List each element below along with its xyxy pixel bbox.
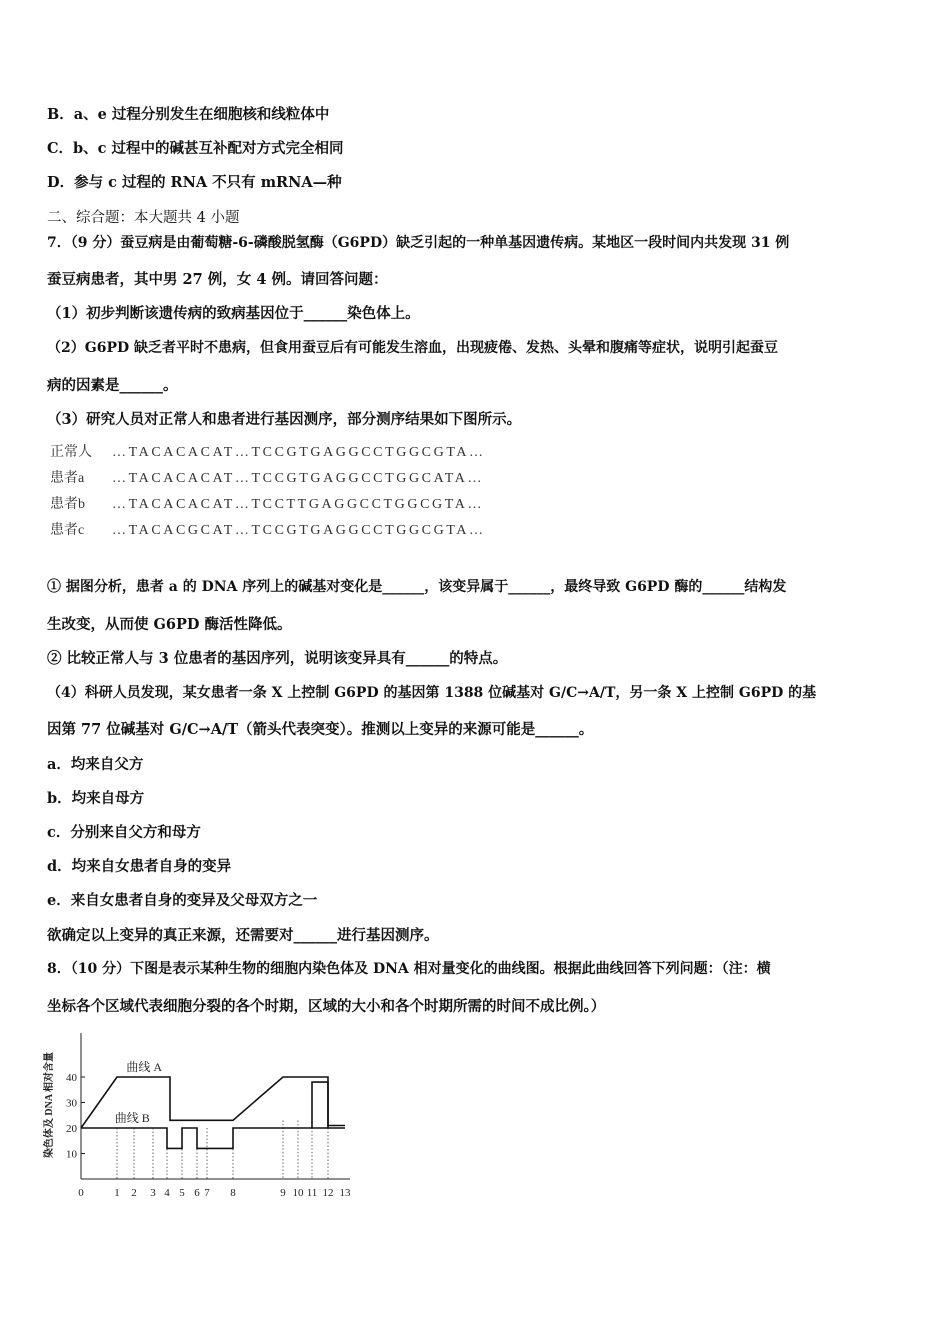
- y-tick-label: 10: [66, 1148, 77, 1161]
- x-tick-label: 12: [322, 1187, 334, 1199]
- x-tick-label: 3: [150, 1187, 156, 1199]
- x-tick-label: 2: [131, 1187, 137, 1199]
- q7-final: 欲确定以上变异的真正来源，还需要对______进行基因测序。: [47, 927, 439, 944]
- x-tick-label: 13: [339, 1187, 351, 1199]
- y-tick-label: 40: [66, 1072, 77, 1084]
- q7-sub1-line1: ① 据图分析，患者 a 的 DNA 序列上的碱基对变化是______，该变异属于______，最终导致 G6PD 酶的______结构发: [47, 579, 787, 595]
- y-axis-label: 染色体及 DNA 相对含量: [44, 1051, 55, 1159]
- q6-option-d: D．参与 c 过程的 RNA 不只有 mRNA—种: [47, 174, 342, 191]
- x-tick-label: 6: [194, 1187, 200, 1199]
- sequence-label: 患者c: [50, 523, 85, 538]
- q8-line2: 坐标各个区域代表细胞分裂的各个时期，区域的大小和各个时期所需的时间不成比例。）: [47, 998, 606, 1015]
- sequence-row-normal: [50, 441, 486, 461]
- q7-option-d: d．均来自女患者自身的变异: [47, 858, 232, 875]
- q7-sub2: ② 比较正常人与 3 位患者的基因序列，说明该变异具有______的特点。: [47, 650, 508, 667]
- x-tick-label: 11: [306, 1187, 318, 1199]
- q7-part2-line1: （2）G6PD 缺乏者平时不患病，但食用蚕豆后有可能发生溶血，出现疲倦、发热、头晕和腹痛等症状，说明引起蚕豆: [47, 340, 778, 356]
- q7-part2-line2: 病的因素是______。: [47, 377, 178, 394]
- sequence-label: 正常人: [50, 445, 92, 460]
- sequence-text: …TACACACAT…TCCGTGAGGCCTGGCGTA…: [112, 445, 486, 460]
- curve-b-label: 曲线 B: [114, 1111, 150, 1125]
- y-tick-label: 20: [66, 1123, 77, 1135]
- sequence-text: …TACACACAT…TCCGTGAGGCCTGGCATA…: [112, 471, 485, 486]
- q7-sub1-line2: 生改变，从而使 G6PD 酶活性降低。: [47, 616, 292, 633]
- x-tick-label: 10: [292, 1187, 304, 1199]
- x-tick-label: 9: [280, 1187, 286, 1199]
- q6-option-b: B．a、e 过程分别发生在细胞核和线粒体中: [47, 106, 330, 123]
- q7-line2: 蚕豆病患者，其中男 27 例，女 4 例。请回答问题：: [47, 271, 388, 288]
- y-tick-label: 30: [66, 1097, 77, 1110]
- sequence-label: 患者b: [50, 497, 85, 512]
- q7-option-c: c．分别来自父方和母方: [47, 824, 201, 841]
- chromosome-dna-chart: [40, 1025, 370, 1205]
- q6-option-c: C．b、c 过程中的碱甚互补配对方式完全相同: [47, 140, 344, 157]
- q7-option-e: e．来自女患者自身的变异及父母双方之一: [47, 892, 318, 909]
- x-tick-label: 1: [114, 1187, 120, 1199]
- sequence-row-patient-b: [50, 493, 484, 513]
- x-tick-label: 4: [164, 1187, 170, 1199]
- q7-part4-line1: （4）科研人员发现，某女患者一条 X 上控制 G6PD 的基因第 1388 位碱基对 G/C→A/T，另一条 X 上控制 G6PD 的基: [47, 685, 817, 701]
- sequence-text: …TACACGCAT…TCCGTGAGGCCTGGCGTA…: [112, 523, 486, 538]
- curve-a-label: 曲线 A: [126, 1060, 163, 1074]
- sequence-text: …TACACACAT…TCCTTGAGGCCTGGCGTA…: [112, 497, 485, 512]
- x-tick-label: 5: [179, 1187, 185, 1199]
- q7-part4-line2: 因第 77 位碱基对 G/C→A/T（箭头代表突变）。推测以上变异的来源可能是______。: [47, 721, 594, 738]
- sequence-label: 患者a: [50, 471, 85, 486]
- x-tick-label: 8: [230, 1187, 236, 1199]
- section-header: 二、综合题：本大题共 4 小题: [47, 210, 240, 226]
- q7-part1: （1）初步判断该遗传病的致病基因位于______染色体上。: [47, 305, 420, 322]
- x-tick-label: 0: [78, 1187, 84, 1199]
- q7-part3: （3）研究人员对正常人和患者进行基因测序，部分测序结果如下图所示。: [47, 411, 522, 428]
- q7-option-b: b．均来自母方: [47, 790, 145, 807]
- q7-option-a: a．均来自父方: [47, 756, 144, 773]
- sequence-row-patient-a: [50, 467, 484, 487]
- q8-line1: 8．（10 分）下图是表示某种生物的细胞内染色体及 DNA 相对量变化的曲线图。根据此曲线回答下列问题：（注：横: [47, 961, 771, 977]
- sequence-row-patient-c: [50, 519, 486, 539]
- x-tick-label: 7: [204, 1187, 210, 1199]
- q7-line1: 7．（9 分）蚕豆病是由葡萄糖-6-磷酸脱氢酶（G6PD）缺乏引起的一种单基因遗传病。某地区一段时间内共发现 31 例: [47, 235, 790, 251]
